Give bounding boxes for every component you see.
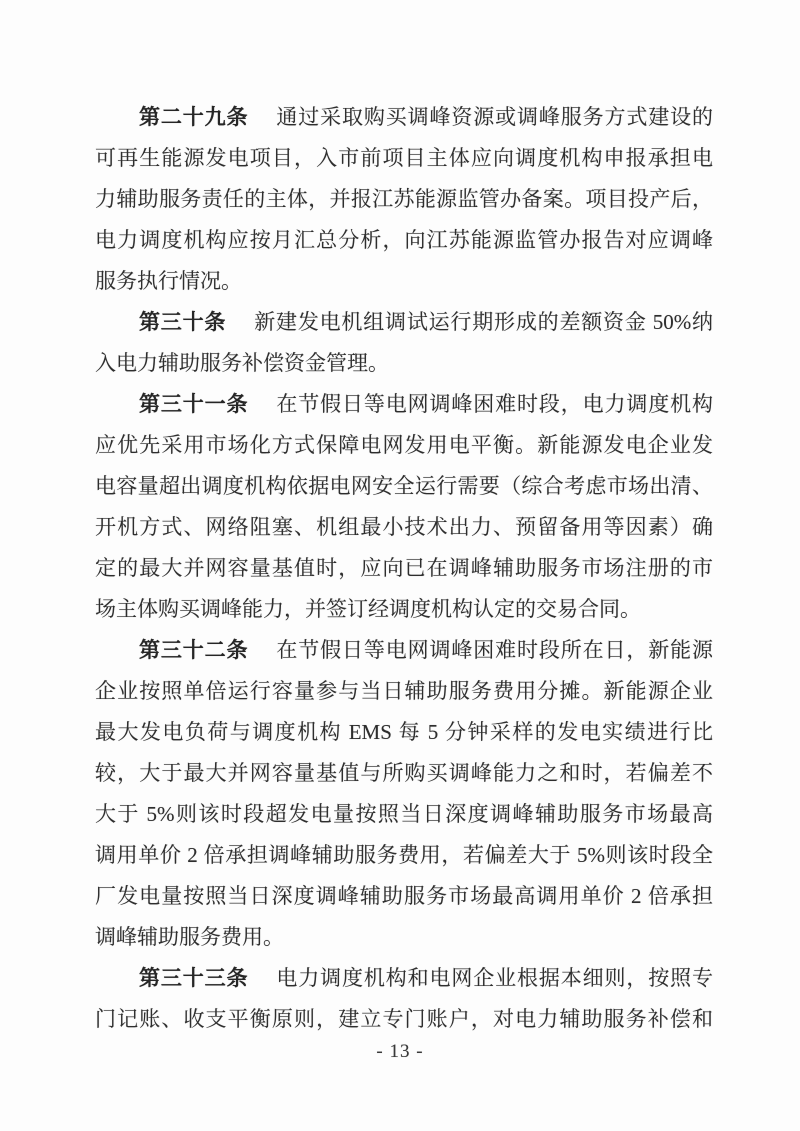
article-number: 第三十一条 (139, 392, 249, 416)
article-paragraph-31 (95, 384, 713, 630)
text-line: 电容量超出调度机构依据电网安全运行需要（综合考虑市场出清、 (95, 474, 713, 498)
page-number: - 13 - (376, 1041, 424, 1062)
article-paragraph-33 (95, 958, 713, 1040)
text-line (95, 630, 713, 671)
text-segment: 在节假日等电网调峰困难时段所在日，新能源 (276, 638, 713, 662)
text-line (95, 97, 713, 138)
article-number: 第三十二条 (139, 638, 249, 662)
article-number: 第三十三条 (139, 966, 249, 990)
text-line: 服务执行情况。 (95, 269, 242, 293)
text-line: 调峰辅助服务费用。 (95, 925, 284, 949)
text-segment: 在节假日等电网调峰困难时段，电力调度机构 (276, 392, 713, 416)
text-segment: 电力调度机构和电网企业根据本细则，按照专 (276, 966, 713, 990)
document-content (95, 97, 713, 1040)
text-line (95, 384, 713, 425)
text-line: 开机方式、网络阻塞、机组最小技术出力、预留备用等因素）确 (95, 515, 713, 539)
article-paragraph-30 (95, 302, 713, 384)
text-line: 调用单价 2 倍承担调峰辅助服务费用，若偏差大于 5%则该时段全 (95, 843, 713, 867)
text-line (95, 302, 713, 343)
text-line: 厂发电量按照当日深度调峰辅助服务市场最高调用单价 2 倍承担 (95, 884, 713, 908)
text-line: 企业按照单倍运行容量参与当日辅助服务费用分摊。新能源企业 (95, 679, 713, 703)
text-line: 可再生能源发电项目，入市前项目主体应向调度机构申报承担电 (95, 146, 713, 170)
article-paragraph-29 (95, 97, 713, 302)
text-line: 应优先采用市场化方式保障电网发用电平衡。新能源发电企业发 (95, 433, 713, 457)
text-line: 电力调度机构应按月汇总分析，向江苏能源监管办报告对应调峰 (95, 228, 713, 252)
article-number: 第三十条 (139, 310, 227, 334)
text-line: 力辅助服务责任的主体，并报江苏能源监管办备案。项目投产后， (95, 187, 713, 211)
text-line: 入电力辅助服务补偿资金管理。 (95, 351, 389, 375)
text-line: 较，大于最大并网容量基值与所购买调峰能力之和时，若偏差不 (95, 761, 713, 785)
article-paragraph-32 (95, 630, 713, 958)
article-number: 第二十九条 (139, 105, 249, 129)
text-line: 门记账、收支平衡原则，建立专门账户，对电力辅助服务补偿和 (95, 1007, 713, 1031)
text-segment: 通过采取购买调峰资源或调峰服务方式建设的 (276, 105, 713, 129)
text-line: 定的最大并网容量基值时，应向已在调峰辅助服务市场注册的市 (95, 556, 713, 580)
text-line: 场主体购买调峰能力，并签订经调度机构认定的交易合同。 (95, 597, 641, 621)
text-segment: 新建发电机组调试运行期形成的差额资金 50%纳 (254, 310, 713, 334)
text-line: 大于 5%则该时段超发电量按照当日深度调峰辅助服务市场最高 (95, 802, 713, 826)
text-line (95, 958, 713, 999)
text-line: 最大发电负荷与调度机构 EMS 每 5 分钟采样的发电实绩进行比 (95, 720, 713, 744)
